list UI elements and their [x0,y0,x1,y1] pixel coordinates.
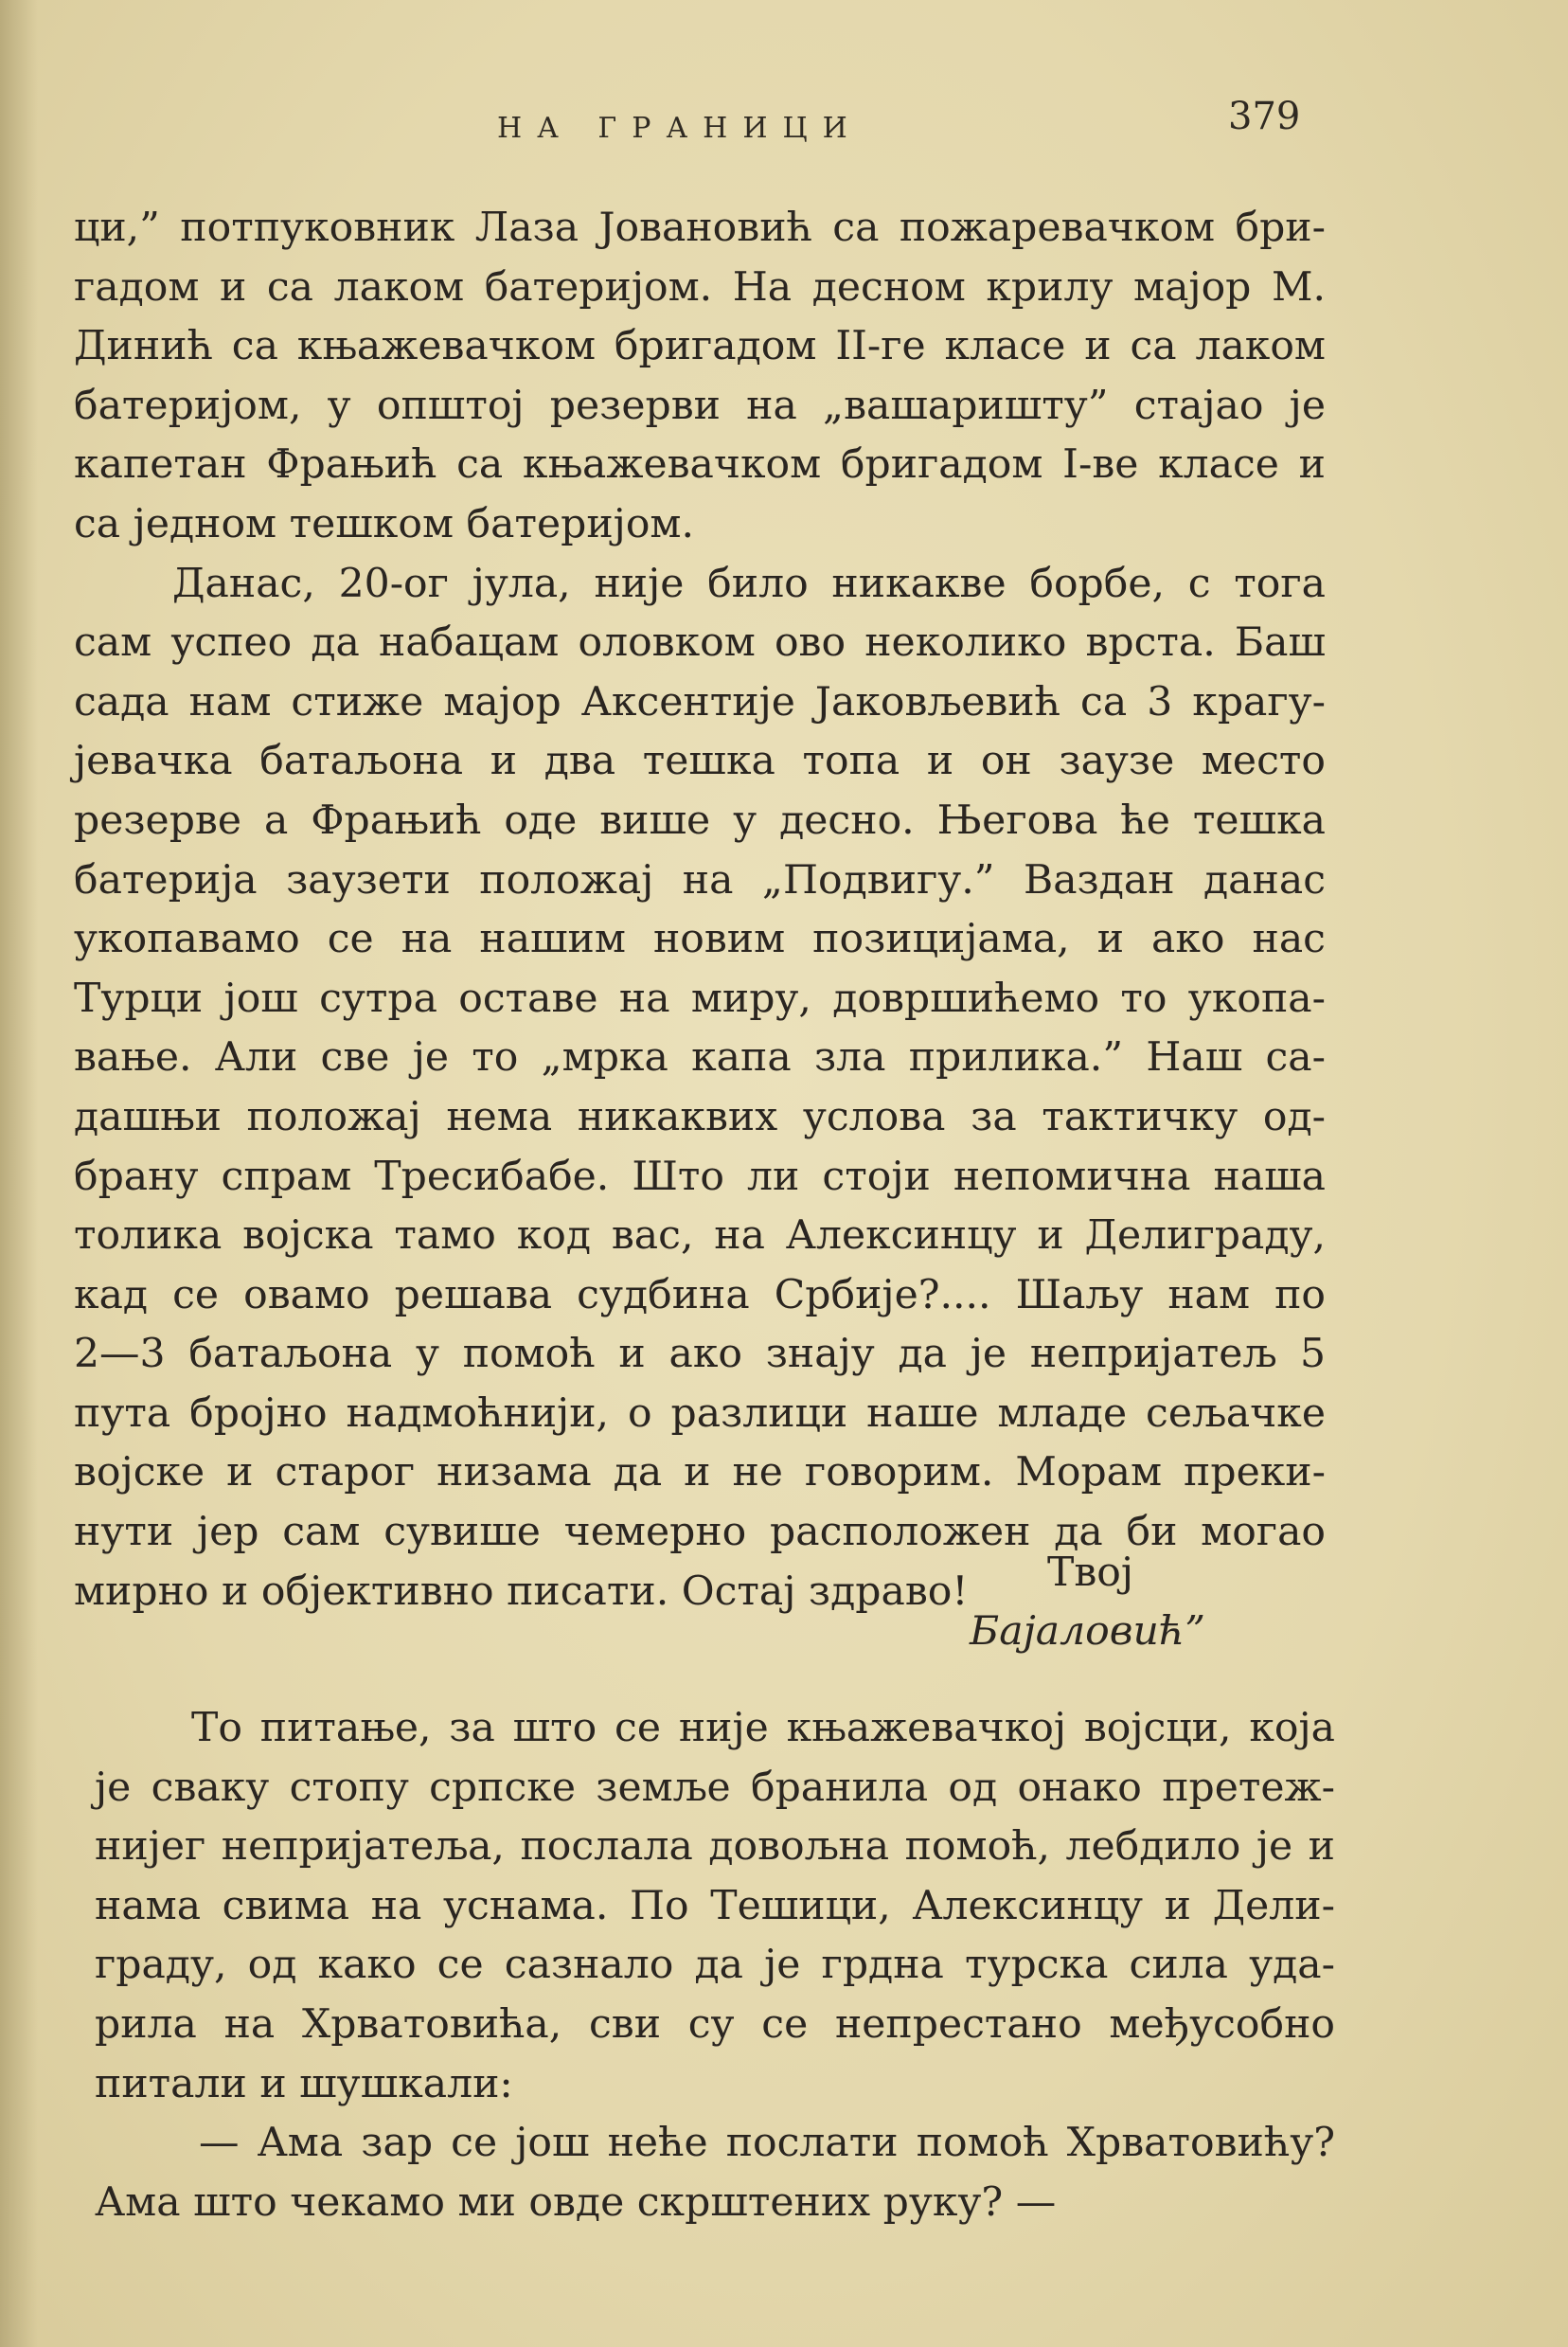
text-line: батеријом, у општој резерви на „вашаришту” стајао је [74,382,1326,429]
paragraph [95,2114,1335,2232]
text-line: граду, од како се сазнало да је грдна турска сила уда- [95,1942,1335,1989]
text-line: вање. Али све је то „мрка капа зла прилика.” Наш са- [74,1034,1326,1082]
letter-text [74,199,1326,1621]
text-line: батерија заузети положај на „Подвигу.” Ваздан данас [74,856,1326,904]
text-line: резерве а Фрањић оде више у десно. Његова ће тешка [74,797,1326,844]
text-line: питали и шушкали: [95,2060,513,2107]
narrative-text [95,1699,1335,2232]
text-line: дашњи положај нема никаквих услова за тактичку од- [74,1093,1326,1140]
text-line: нама свима на уснама. По Тешици, Алексинцу и Дели- [95,1882,1335,1929]
text-line: Турци још сутра оставе на миру, довршићемо то укопа- [74,975,1326,1022]
text-line: Ама што чекамо ми овде скрштених руку? — [95,2178,1057,2226]
text-line: нијег непријатеља, послала довољна помоћ, лебдило је и [95,1823,1335,1871]
text-line: војске и старог низама да и не говорим. Морам преки- [74,1449,1326,1496]
paragraph [74,199,1326,555]
binding-shadow [0,0,38,2347]
text-line: сам успео да набацам оловком ово неколико врста. Баш [74,619,1326,667]
text-line: Динић са књажевачком бригадом II-ге класе и са лаком [74,323,1326,370]
text-line: ци,” потпуковник Лаза Јовановић са пожаревачком бри- [74,205,1326,251]
text-line: нути јер сам сувише чемерно расположен да би могао [74,1509,1326,1556]
text-line: са једном тешком батеријом. [74,500,694,547]
page-number: 379 [1228,95,1301,138]
text-line: гадом и са лаком батеријом. На десном крилу мајор М. [74,263,1326,311]
text-line: сада нам стиже мајор Аксентије Јаковљевић са 3 крагу- [74,678,1326,726]
text-line: укопавамо се на нашим новим позицијама, и ако нас [74,916,1326,963]
text-line: То питање, за што се није књажевачкој војсци, која [191,1705,1335,1751]
text-line: јевачка батаљона и два тешка топа и он заузе место [74,738,1326,785]
text-line: рила на Хрватовића, сви су се непрестано међусобно [95,2000,1335,2048]
signature-name: Бајаловић” [970,1608,1205,1655]
text-line: капетан Фрањић са књажевачком бригадом I-ве класе и [74,441,1326,489]
paragraph [95,1699,1335,2114]
text-line: толика војска тамо код вас, на Алексинцу и Делиграду, [74,1212,1326,1260]
text-line: кад се овамо решава судбина Србије?.... Шаљу нам по [74,1271,1326,1318]
text-line: Данас, 20-ог јула, није било никакве борбе, с тога [172,560,1326,607]
text-line: мирно и објективно писати. Остај здраво! [74,1568,969,1615]
text-line: — Ама зар се још неће послати помоћ Хрватовићу? [199,2120,1335,2167]
text-line: брану спрам Тресибабе. Што ли стоји непомична наша [74,1153,1326,1200]
paragraph [74,555,1326,1622]
signature-closing: Твој [1047,1550,1134,1596]
running-head: НА ГРАНИЦИ [497,112,863,145]
text-line: 2—3 батаљона у помоћ и ако знају да је непријатељ 5 [74,1331,1326,1378]
text-line: пута бројно надмоћнији, о разлици наше младе сељачке [74,1389,1326,1437]
text-line: је сваку стопу српске земље бранила од онако претеж- [95,1764,1335,1811]
